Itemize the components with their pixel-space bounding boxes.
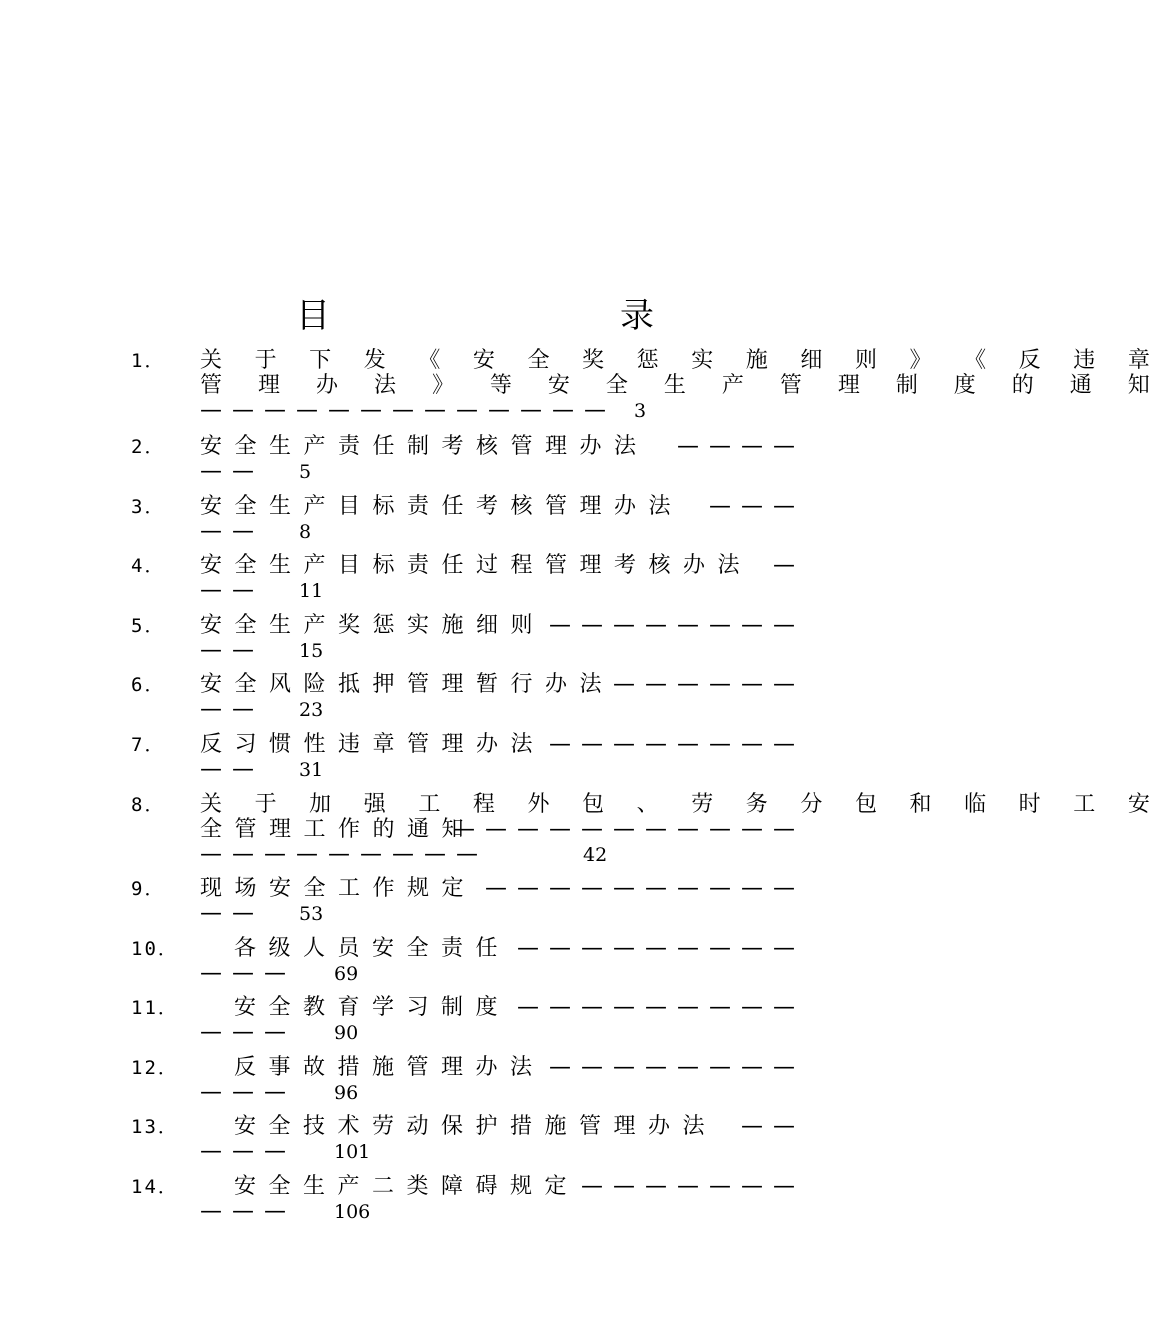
toc-entry-number: 5． [131,615,166,637]
toc-leader-dashes: ———————— [549,732,805,757]
toc-leader-dashes: ——— [200,961,296,986]
toc-leader-dashes: ——— [200,1020,296,1045]
toc-entry-title: 各级人员安全责任 [234,936,511,961]
toc-page-number: 8 [299,521,312,543]
toc-entry-title: 反习惯性违章管理办法 [200,732,546,757]
toc-page-number: 53 [299,903,324,925]
toc-entry-number: 11． [131,997,179,1019]
toc-entry-title: 安全技术劳动保护措施管理办法 [234,1114,718,1139]
toc-entry-title-line-1: 关 于 下 发 《 安 全 奖 惩 实 施 细 则 》 《 反 违 章 [200,348,1150,373]
toc-leader-dashes: ———————— [549,1055,805,1080]
toc-entry-number: 4． [131,555,166,577]
toc-entry-title: 安全生产责任制考核管理办法 [200,434,649,459]
toc-entry-title: 安全教育学习制度 [234,995,511,1020]
toc-leader-dashes: —— [200,697,264,722]
toc-leader-dashes: ————————————— [200,398,616,423]
toc-leader-dashes: ———— [677,434,805,459]
toc-entry-number: 6． [131,674,166,696]
toc-leader-dashes: ——— [200,1199,296,1224]
toc-entry-number: 12． [131,1057,179,1079]
toc-entry-title: 安全生产目标责任考核管理办法 [200,494,684,519]
toc-page-number: 5 [299,461,312,483]
toc-leader-dashes: ——————————— [453,817,805,842]
toc-entry-number: 3． [131,496,166,518]
toc-entry-number: 8． [131,794,166,816]
toc-leader-dashes: ——— [709,494,805,519]
toc-entry-number: 2． [131,436,166,458]
toc-leader-dashes: —— [200,757,264,782]
toc-leader-dashes: —— [200,638,264,663]
toc-leader-dashes: —————————— [485,876,805,901]
toc-entry-title: 现场安全工作规定 [200,876,477,901]
toc-entry-title: 反事故措施管理办法 [234,1055,545,1080]
toc-entry-title-line-1: 关 于 加 强 工 程 外 包 、 劳 务 分 包 和 临 时 工 安 [200,792,1150,817]
toc-entry-number: 9． [131,878,166,900]
toc-leader-dashes: —— [741,1114,805,1139]
toc-leader-dashes: —— [200,459,264,484]
toc-leader-dashes: —————— [613,672,805,697]
toc-entry-number: 10． [131,938,179,960]
toc-page-number: 101 [334,1141,371,1163]
toc-page-number: 23 [299,699,324,721]
toc-leader-dashes: —— [200,578,264,603]
toc-leader-dashes: ————————— [517,936,805,961]
toc-leader-dashes: ————————— [200,842,488,867]
toc-leader-dashes: ————————— [517,995,805,1020]
toc-leader-dashes: —— [200,519,264,544]
toc-leader-dashes: —— [200,901,264,926]
toc-entry-title: 安全生产二类障碍规定 [234,1174,580,1199]
toc-page-number: 15 [299,640,324,662]
toc-page-number: 106 [334,1201,371,1223]
toc-entry-number: 13． [131,1116,179,1138]
toc-page-number: 11 [299,580,324,602]
toc-entry-number: 14． [131,1176,179,1198]
toc-entry-title: 安全生产奖惩实施细则 [200,613,546,638]
toc-page-number: 3 [634,400,647,422]
toc-entry-title-line-2: 管 理 办 法 》 等 安 全 生 产 管 理 制 度 的 通 知 [200,373,1150,398]
toc-page-number: 42 [583,844,608,866]
toc-page-number: 90 [334,1022,359,1044]
toc-entry-title-line-2: 全管理工作的通知 [200,817,477,842]
toc-leader-dashes: ——— [200,1139,296,1164]
toc-page-number: 69 [334,963,359,985]
toc-leader-dashes: ——————— [581,1174,805,1199]
toc-entry-number: 1． [131,350,166,372]
toc-entry-title: 安全生产目标责任过程管理考核办法 [200,553,753,578]
toc-leader-dashes: ——— [200,1080,296,1105]
toc-leader-dashes: ———————— [549,613,805,638]
page-title: 目 录 [296,296,782,336]
toc-page-number: 96 [334,1082,359,1104]
toc-leader-dashes: — [773,553,805,578]
toc-entry-number: 7． [131,734,166,756]
toc-entry-title: 安全风险抵押管理暂行办法 [200,672,615,697]
toc-page-number: 31 [299,759,324,781]
